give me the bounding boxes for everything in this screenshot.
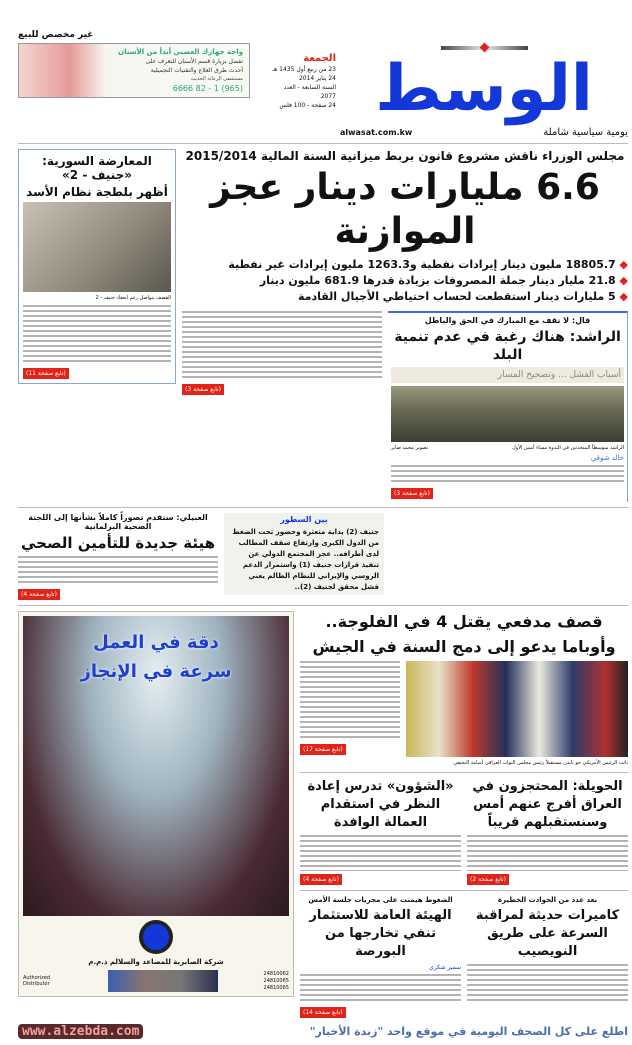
cameras-story[interactable] xyxy=(467,896,628,1004)
ad-line3: أحدث طرق العلاج والتقنيات التجميلية xyxy=(150,67,243,74)
investment-story[interactable] xyxy=(300,896,461,1018)
year-issue: السنة السابعة - العدد xyxy=(283,84,336,91)
main-body xyxy=(182,311,382,395)
ad-clinic: مستشفى الرعاية الحديث xyxy=(190,76,243,82)
continue-link[interactable]: (تابع صفحة 3) xyxy=(391,488,433,499)
fallujah-headline-1: قصف مدفعي يقتل 4 في الفلوجة.. xyxy=(325,612,603,631)
ad-line1: واحة جهازك العصبي أبدأ من الأسنان xyxy=(118,48,243,56)
body-text xyxy=(23,305,171,365)
ad-image xyxy=(23,616,289,916)
health-headline: هيئة جديدة للتأمين الصحي xyxy=(21,534,215,552)
diamond-icon: ◆ xyxy=(615,274,628,287)
ad-product-thumbnails xyxy=(108,970,218,992)
issue-number: 2077 xyxy=(320,93,336,100)
syria-photo xyxy=(23,202,171,292)
logo-bar xyxy=(441,44,528,51)
continue-link[interactable]: (تابع صفحة 11) xyxy=(23,368,69,379)
date-block xyxy=(254,52,336,110)
bullet-item: ◆ 5 مليارات دينار استقطعت لحساب احتياطي الأجيال القادمة xyxy=(298,290,628,303)
body-text xyxy=(18,556,218,586)
bullet-item: ◆ 21.8 مليار دينار جملة المصروفات بزيادة قدرها 681.9 مليون دينار xyxy=(259,274,628,287)
main-bullets xyxy=(182,257,628,305)
not-for-sale-label: غير مخصص للبيع xyxy=(18,30,94,40)
rashid-story[interactable] xyxy=(388,311,628,502)
rashid-kicker: قال: لا نقف مع المبارك في الحق والباطل xyxy=(424,316,591,325)
rashid-photo xyxy=(391,386,624,442)
body-text xyxy=(467,835,628,871)
health-story[interactable] xyxy=(18,513,218,600)
huwaila-story[interactable] xyxy=(467,778,628,885)
website: alwasat.com.kw xyxy=(340,128,413,137)
continue-link[interactable]: (تابع صفحة 4) xyxy=(18,589,60,600)
investment-kicker: الضغوط هيمنت على مجريات جلسة الأمس xyxy=(308,896,453,904)
photographer: تصوير محمد صابر xyxy=(391,445,428,451)
rashid-headline: الراشد: هناك رغبة في عدم تنمية البلد xyxy=(394,329,621,363)
ad-authorized: Authorized Distributor xyxy=(23,975,51,987)
ad-phone: (965) 1 - 82 6666 xyxy=(172,84,243,93)
continue-link[interactable]: (تابع صفحة 14) xyxy=(300,1007,346,1018)
middle-stories xyxy=(18,513,628,600)
cameras-headline: كاميرات حديثة لمراقبة السرعة على طريق النويصيب xyxy=(475,908,620,959)
column-title: بين السطور xyxy=(280,515,328,524)
investment-author: سمير شكري xyxy=(429,964,461,971)
shuoun-headline: «الشؤون» تدرس إعادة النظر في استقدام العمالة الوافدة xyxy=(307,779,454,830)
huwaila-headline: الحويلة: المحتجزون في العراق أفرج عنهم أمس وسنستقبلهم قريباً xyxy=(472,779,623,830)
lower-section xyxy=(18,611,628,1018)
fallujah-story[interactable] xyxy=(300,611,628,767)
biden-photo xyxy=(406,661,628,757)
footer xyxy=(18,1024,628,1039)
body-text xyxy=(300,661,400,741)
footer-website[interactable]: www.alzebda.com xyxy=(18,1024,143,1039)
syria-caption: القصف يتواصل رغم انعقاد جنيف - 2 xyxy=(95,295,171,301)
diamond-icon: ◆ xyxy=(615,290,628,303)
hijri-date: 23 من ربيع أول 1435 هـ xyxy=(272,66,336,73)
masthead xyxy=(18,30,628,138)
ad-company: شركة الصابرية للمصاعد والسلالم ذ.م.م xyxy=(88,958,224,966)
fallujah-caption: نائب الرئيس الأمريكي جو بايدن مستقبلاً رئيس مجلس النواب العراقي أسامة النجيفي xyxy=(453,760,628,766)
ad-slogan-2: سرعة في الإنجاز xyxy=(80,661,232,682)
bullet-item: ◆ 18805.7 مليون دينار إيرادات نفطية و1263.3 مليون إيرادات غير نفطية xyxy=(228,258,628,271)
continue-link[interactable]: (تابع صفحة 2) xyxy=(467,874,509,885)
dental-ad[interactable] xyxy=(18,43,250,98)
main-kicker: مجلس الوزراء ناقش مشروع قانون بربط ميزانية السنة المالية 2015/2014 xyxy=(185,149,625,163)
stories-row-2 xyxy=(300,896,628,1018)
ad-line2: تفضل بزيارة قسم الأسنان للتعرف على xyxy=(145,58,243,65)
column-text: جنيف (2) بداية متعثرة وحضور تحت الضغط من الدول الكبرى وارتفاع سقف المطالب لدى أطرافه.. عجز المجتمع الدولي عن تنفيذ قرارات جنيف (1) واستمرار الدعم الروسي والإيراني للنظام الظالم يعني فشل محقق لجنيف (2).. xyxy=(232,528,379,591)
author: خالد شوقي xyxy=(590,454,624,462)
diamond-icon: ◆ xyxy=(615,258,628,271)
footer-slogan: اطلع على كل الصحف اليومية في موقع واحد "زبدة الأخبار" xyxy=(309,1025,628,1038)
ad-contacts: 24810062 24810065 24810065 xyxy=(263,970,289,991)
investment-headline: الهيئة العامة للاستثمار تنفي تخارجها من البورصة xyxy=(309,908,452,959)
continue-link[interactable]: (تابع صفحة 17) xyxy=(300,744,346,755)
gregorian-date: 24 يناير 2014 xyxy=(298,75,336,82)
fallujah-headline-2: وأوباما يدعو إلى دمج السنة في الجيش xyxy=(312,637,616,656)
seminar-banner: أسباب الفشل ... وتصحيح المسار xyxy=(497,370,621,380)
health-kicker: العبيلي: سنقدم تصوراً كاملاً بشأنها إلى اللجنة الصحية البرلمانية xyxy=(28,513,208,531)
body-text xyxy=(391,465,624,485)
continue-link[interactable]: (تابع صفحة 4) xyxy=(300,874,342,885)
tagline: يومية سياسية شاملة xyxy=(543,127,628,138)
top-stories xyxy=(18,149,628,502)
photo-caption: الراشد متوسطاً المتحدثين في الندوة مساء أمس الأول xyxy=(512,445,624,451)
main-headline: 6.6 مليارات دينار عجز الموازنة xyxy=(210,167,600,252)
shuoun-story[interactable] xyxy=(300,778,461,885)
continue-link[interactable]: (تابع صفحة 3) xyxy=(182,384,224,395)
syria-headline: أظهر بلطجة نظام الأسد xyxy=(26,185,168,199)
masthead-left xyxy=(18,30,250,98)
day-label: الجمعة xyxy=(303,53,336,64)
between-lines-column[interactable] xyxy=(224,513,384,595)
body-text xyxy=(300,835,461,871)
pages-price: 24 صفحة - 100 فلس xyxy=(279,102,336,109)
body-text xyxy=(467,964,628,1004)
logo-block xyxy=(340,44,628,138)
body-text xyxy=(300,974,461,1004)
syria-kicker: المعارضة السورية: «جنيف - 2» xyxy=(42,154,152,182)
ad-slogan-1: دقة في العمل xyxy=(93,632,219,653)
company-logo-icon xyxy=(139,920,173,954)
stories-row-1 xyxy=(300,778,628,885)
syria-story[interactable] xyxy=(18,149,176,384)
seminar-banner-strip xyxy=(391,367,624,383)
main-story xyxy=(182,149,628,502)
cameras-kicker: بعد عدد من الحوادث الخطيرة xyxy=(497,896,598,904)
lower-stories xyxy=(300,611,628,1018)
newspaper-logo: الوسط xyxy=(375,52,593,126)
body-text xyxy=(182,311,382,381)
elevator-ad[interactable] xyxy=(18,611,294,997)
